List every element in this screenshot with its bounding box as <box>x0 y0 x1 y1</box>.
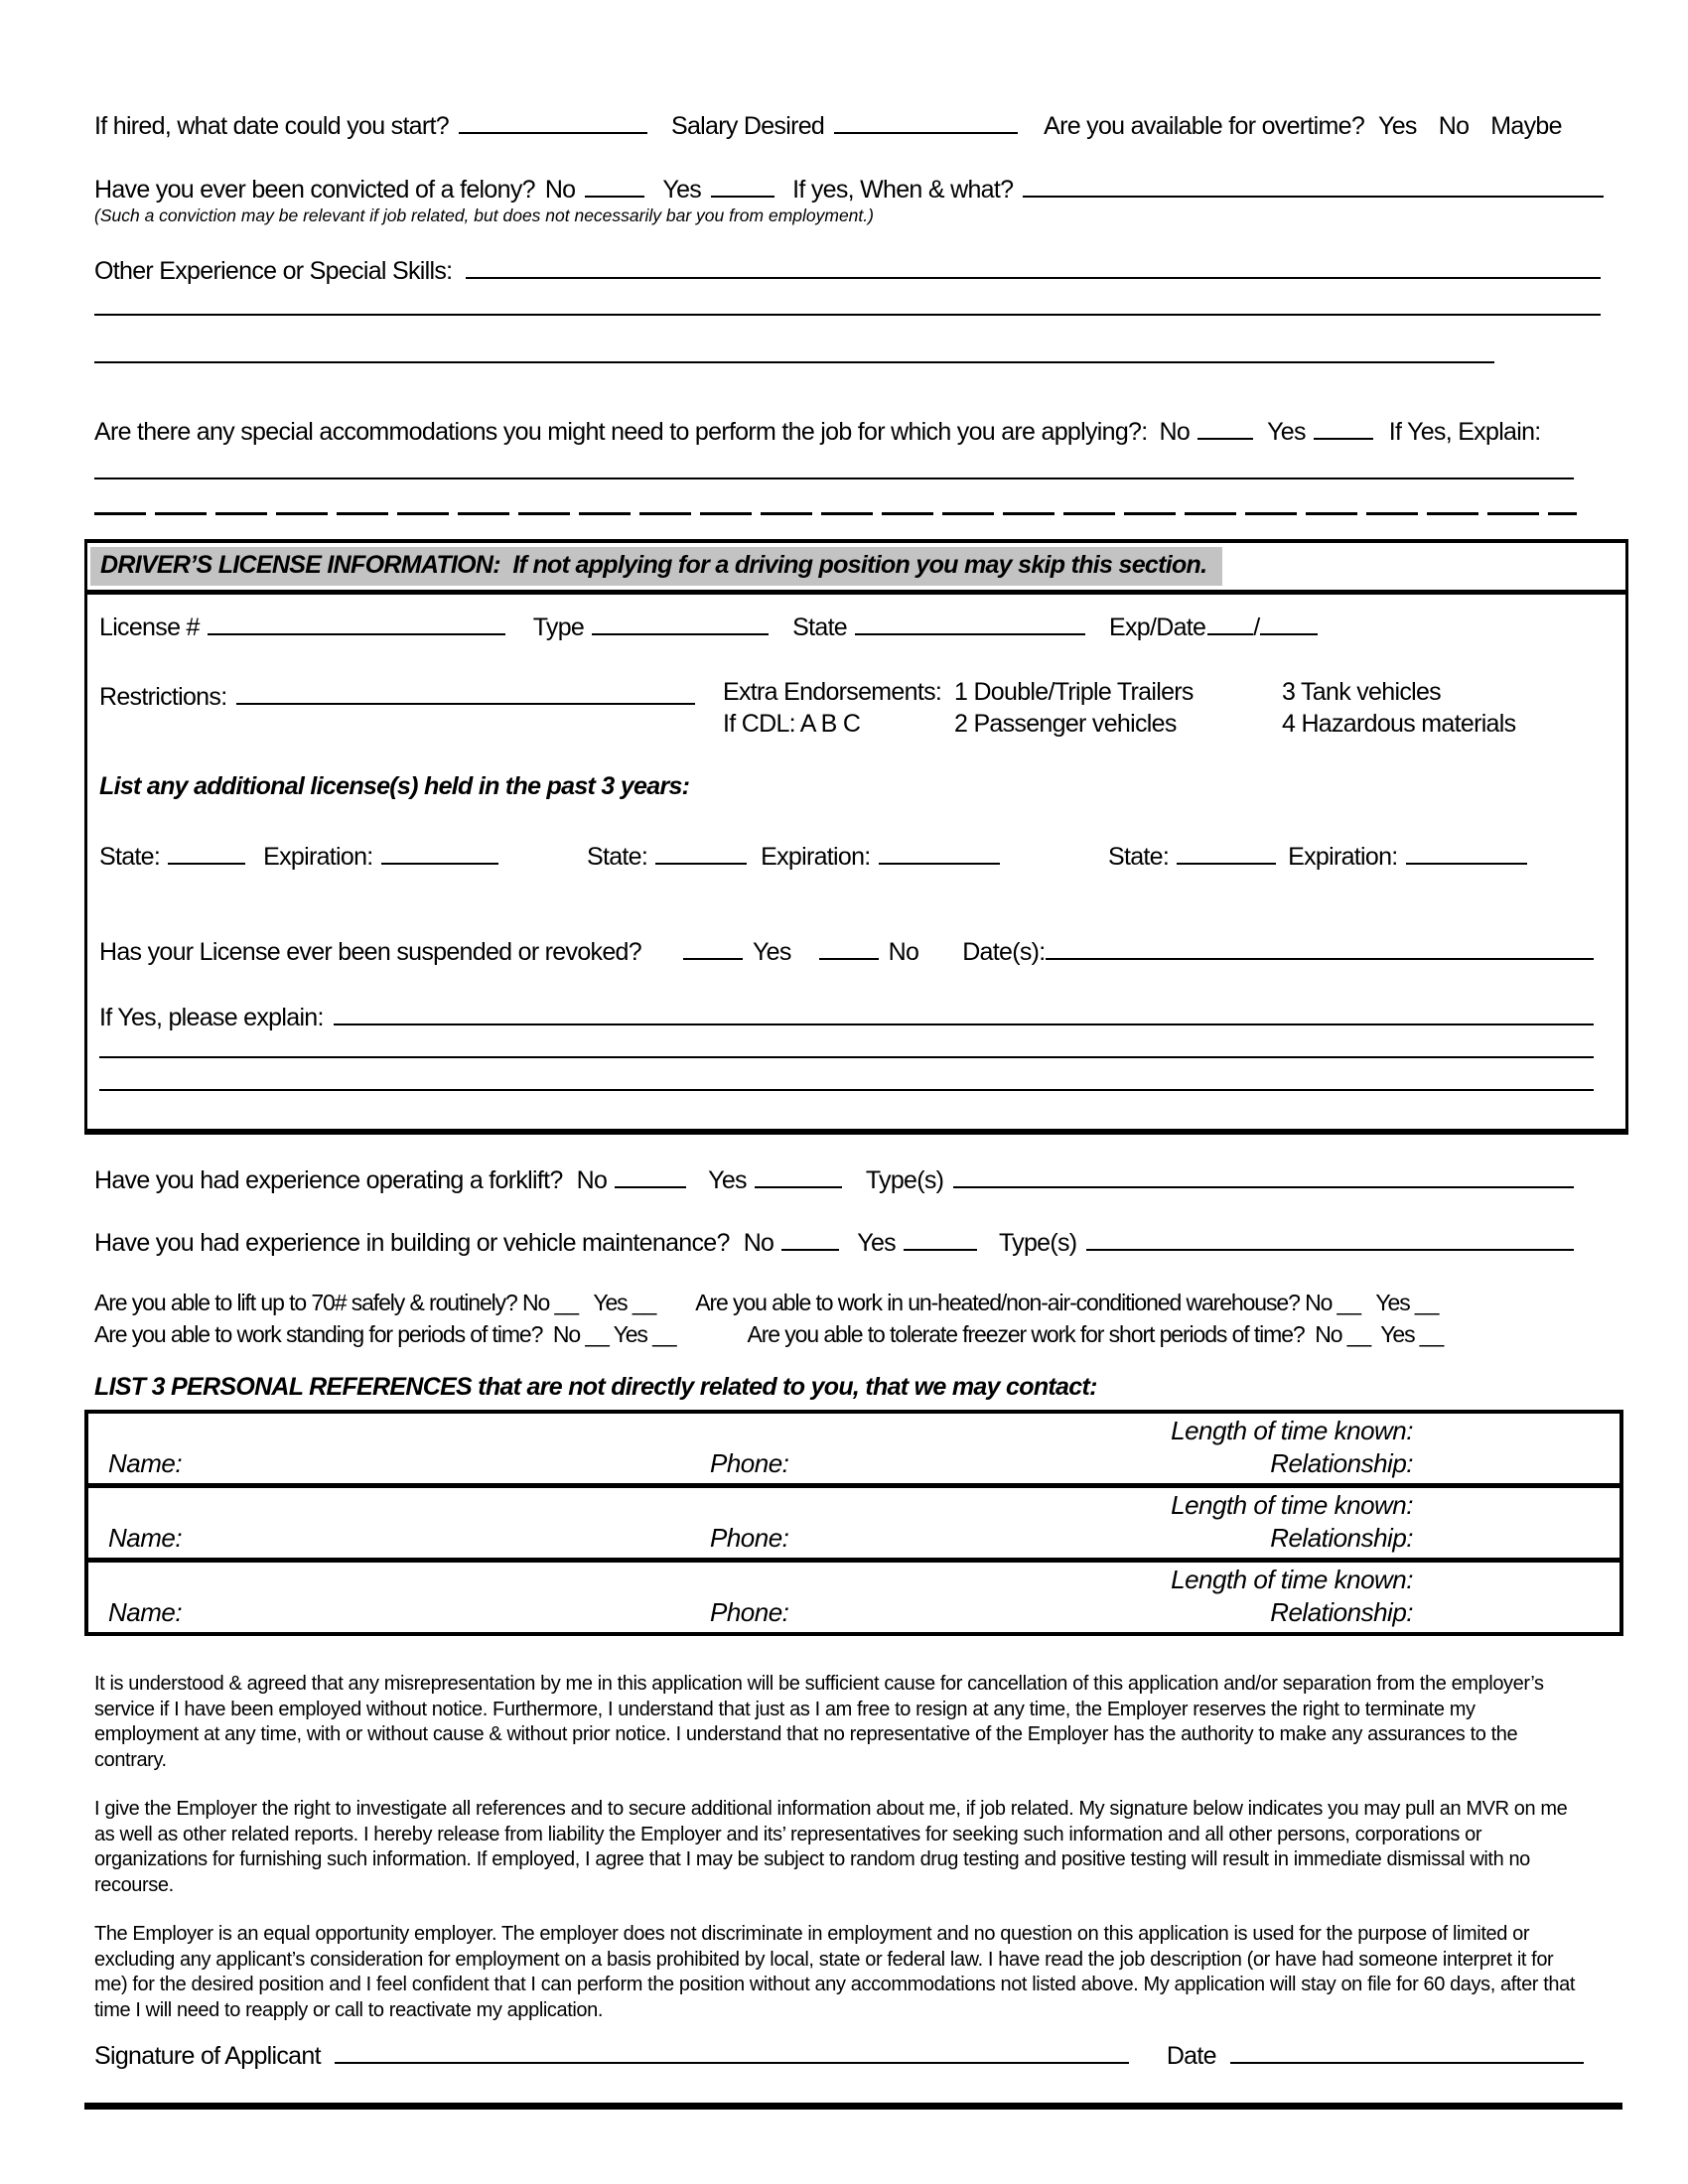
skills-question: Other Experience or Special Skills: <box>94 257 453 285</box>
felony-question: Have you ever been convicted of a felony? <box>94 176 535 204</box>
addl-state-blank-3[interactable] <box>1177 838 1276 865</box>
references-table <box>84 1410 1623 1636</box>
addl-expiration-blank-1[interactable] <box>381 838 498 865</box>
felony-when-blank[interactable] <box>1023 171 1604 198</box>
legal-disclaimers <box>94 1672 1584 2047</box>
license-expdate-slash: / <box>1253 614 1260 641</box>
license-type-label: Type <box>532 614 585 641</box>
addl-state-label-1: State: <box>99 843 161 871</box>
forklift-no-blank[interactable] <box>615 1161 686 1188</box>
forklift-no-label: No <box>576 1166 608 1194</box>
reference-3-phone-label: Phone: <box>710 1597 789 1627</box>
warehouse-question[interactable]: Are you able to work in un-heated/non-air-conditioned warehouse? No __ Yes __ <box>695 1290 1439 1315</box>
salary-desired-label: Salary Desired <box>670 112 825 140</box>
license-number-blank[interactable] <box>208 609 505 635</box>
maintenance-question: Have you had experience in building or vehicle maintenance? <box>94 1229 730 1257</box>
reference-row-2[interactable] <box>88 1488 1619 1563</box>
additional-license-3 <box>1108 838 1527 872</box>
felony-note: (Such a conviction may be relevant if job related, but does not necessarily bar you from employment.) <box>94 205 874 225</box>
overtime-option-no[interactable]: No <box>1438 112 1470 140</box>
felony-no-label: No <box>544 176 576 204</box>
license-expdate-label: Exp/Date <box>1109 614 1206 641</box>
skills-continuation-line-2[interactable] <box>94 361 1494 363</box>
skills-continuation-line-1[interactable] <box>94 314 1601 316</box>
date-label: Date <box>1166 2042 1216 2070</box>
overtime-question: Are you available for overtime? <box>1044 112 1365 140</box>
addl-expiration-label-1: Expiration: <box>263 843 373 871</box>
reference-2-length-label: Length of time known: <box>1171 1490 1413 1520</box>
felony-yes-blank[interactable] <box>711 171 774 198</box>
license-expdate-year-blank[interactable] <box>1260 609 1318 635</box>
drivers-license-header-row <box>87 543 1625 595</box>
endorsement-passenger-vehicles: 2 Passenger vehicles <box>954 710 1177 738</box>
accommodations-no-label: No <box>1159 418 1191 446</box>
accommodations-question: Are there any special accommodations you might need to perform the job for which you are applying?: <box>94 418 1148 446</box>
additional-licenses-title: List any additional license(s) held in the past 3 years: <box>99 772 690 800</box>
signature-label: Signature of Applicant <box>94 2042 321 2070</box>
forklift-types-blank[interactable] <box>953 1161 1574 1188</box>
reference-3-relationship-label: Relationship: <box>1270 1597 1413 1627</box>
freezer-question[interactable]: Are you able to tolerate freezer work for short periods of time? No __ Yes __ <box>747 1321 1444 1347</box>
lift-question[interactable]: Are you able to lift up to 70# safely & routinely? No __ Yes __ <box>94 1290 656 1315</box>
date-blank[interactable] <box>1230 2037 1584 2064</box>
license-state-label: State <box>792 614 848 641</box>
additional-license-1 <box>99 838 498 872</box>
addl-state-label-2: State: <box>587 843 648 871</box>
maintenance-no-label: No <box>743 1229 774 1257</box>
reference-1-length-label: Length of time known: <box>1171 1416 1413 1445</box>
license-number-row <box>99 609 1479 642</box>
addl-state-label-3: State: <box>1108 843 1170 871</box>
lift-warehouse-row <box>94 1290 1438 1316</box>
references-title: LIST 3 PERSONAL REFERENCES that are not directly related to you, that we may contact: <box>94 1373 1097 1401</box>
felony-yes-label: Yes <box>662 176 702 204</box>
restrictions-label: Restrictions: <box>99 683 227 711</box>
license-explain-line-3[interactable] <box>99 1089 1594 1091</box>
reference-1-phone-label: Phone: <box>710 1448 789 1478</box>
accommodations-line-2-dashed[interactable] <box>94 512 1577 515</box>
skills-row <box>94 252 1601 286</box>
addl-state-blank-2[interactable] <box>655 838 747 865</box>
suspended-yes-label: Yes <box>752 938 791 966</box>
endorsement-double-triple-trailers: 1 Double/Triple Trailers <box>954 678 1194 706</box>
maintenance-types-blank[interactable] <box>1086 1224 1574 1251</box>
license-number-label: License # <box>99 614 200 641</box>
legal-paragraph-1: It is understood & agreed that any misrepresentation by me in this application will be sufficient cause for cancellation of this application and/or separation from the employer’s service if I have been employed without notice. Furthermore, I understand that just as I am free to resign at any time, the Employer reserves the right to terminate my employment at any time, with or without cause & without prior notice. I understand that no representative of the Employer has the authority to make any assurances to the contrary. <box>94 1673 1544 1771</box>
suspended-yes-blank[interactable] <box>683 933 743 960</box>
salary-desired-blank[interactable] <box>834 107 1018 134</box>
if-cdl-label: If CDL: A B C <box>723 710 861 738</box>
bottom-rule <box>84 2103 1622 2110</box>
suspended-row <box>99 933 1594 967</box>
felony-no-blank[interactable] <box>585 171 644 198</box>
reference-2-name-label: Name: <box>108 1523 183 1553</box>
license-explain-line-2[interactable] <box>99 1056 1594 1058</box>
reference-1-name-label: Name: <box>108 1448 183 1478</box>
maintenance-types-label: Type(s) <box>998 1229 1077 1257</box>
skills-blank[interactable] <box>466 252 1601 279</box>
drivers-license-header: DRIVER’S LICENSE INFORMATION: If not applying for a driving position you may skip this section. <box>90 547 1222 586</box>
addl-expiration-blank-3[interactable] <box>1406 838 1527 865</box>
addl-expiration-label-3: Expiration: <box>1288 843 1398 871</box>
suspended-dates-label: Date(s): <box>962 938 1046 966</box>
accommodations-yes-label: Yes <box>1267 418 1306 446</box>
maintenance-yes-label: Yes <box>857 1229 896 1257</box>
addl-expiration-label-2: Expiration: <box>761 843 871 871</box>
overtime-option-maybe[interactable]: Maybe <box>1490 112 1562 140</box>
reference-3-length-label: Length of time known: <box>1171 1565 1413 1594</box>
reference-2-phone-label: Phone: <box>710 1523 789 1553</box>
standing-freezer-row <box>94 1321 1443 1348</box>
forklift-question: Have you had experience operating a forklift? <box>94 1166 563 1194</box>
reference-row-1[interactable] <box>88 1414 1619 1488</box>
addl-expiration-blank-2[interactable] <box>879 838 1000 865</box>
felony-row <box>94 171 1604 205</box>
legal-paragraph-3: The Employer is an equal opportunity employer. The employer does not discriminate in employment and no question on this application is used for the purpose of limited or excluding any applicant’s consideration for employment on a basis prohibited by local, state or federal law. I have read the job description (or have had someone interpret it for me) for the desired position and I feel confident that I can perform the position without any accommodations not listed above. My application will stay on file for 60 days, after that time I will need to reapply or call to reactivate my application. <box>94 1923 1575 2021</box>
maintenance-row <box>94 1224 1574 1258</box>
signature-blank[interactable] <box>335 2037 1129 2064</box>
forklift-yes-blank[interactable] <box>755 1161 842 1188</box>
reference-1-relationship-label: Relationship: <box>1270 1448 1413 1478</box>
license-explain-blank[interactable] <box>334 999 1594 1025</box>
forklift-yes-label: Yes <box>708 1166 747 1194</box>
addl-state-blank-1[interactable] <box>168 838 245 865</box>
accommodations-yes-blank[interactable] <box>1314 413 1373 440</box>
suspended-dates-blank[interactable] <box>1046 933 1595 960</box>
forklift-types-label: Type(s) <box>865 1166 944 1194</box>
license-state-blank[interactable] <box>855 609 1085 635</box>
drivers-license-section <box>84 539 1628 1135</box>
endorsement-tank-vehicles: 3 Tank vehicles <box>1282 678 1441 706</box>
start-date-blank[interactable] <box>459 107 647 134</box>
license-type-blank[interactable] <box>592 609 769 635</box>
accommodations-line-1[interactable] <box>94 478 1574 479</box>
reference-2-relationship-label: Relationship: <box>1270 1523 1413 1553</box>
forklift-row <box>94 1161 1574 1195</box>
start-date-question: If hired, what date could you start? <box>94 112 449 140</box>
maintenance-yes-blank[interactable] <box>904 1224 977 1251</box>
accommodations-row <box>94 413 1554 447</box>
standing-question[interactable]: Are you able to work standing for periods of time? No __ Yes __ <box>94 1321 676 1347</box>
accommodations-explain-label: If Yes, Explain: <box>1388 418 1541 446</box>
endorsement-hazardous-materials: 4 Hazardous materials <box>1282 710 1516 738</box>
signature-row <box>94 2037 1584 2071</box>
license-expdate-month-blank[interactable] <box>1207 609 1253 635</box>
suspended-no-label: No <box>888 938 919 966</box>
license-explain-label: If Yes, please explain: <box>99 1004 324 1031</box>
reference-row-3[interactable] <box>88 1563 1619 1632</box>
legal-paragraph-2: I give the Employer the right to investigate all references and to secure additional information about me, if job related. My signature below indicates you may pull an MVR on me as well as other related reports. I hereby release from liability the Employer and its’ representatives for seeking such information and all other persons, corporations or organizations for furnishing such information. If employed, I agree that I may be subject to random drug testing and positive testing will result in immediate dismissal with no recourse. <box>94 1798 1568 1896</box>
suspended-question: Has your License ever been suspended or revoked? <box>99 938 641 966</box>
overtime-option-yes[interactable]: Yes <box>1378 112 1417 140</box>
maintenance-no-blank[interactable] <box>781 1224 839 1251</box>
start-salary-overtime-row <box>94 107 1584 141</box>
restrictions-blank[interactable] <box>236 678 695 705</box>
accommodations-no-blank[interactable] <box>1197 413 1253 440</box>
extra-endorsements-label: Extra Endorsements: <box>723 678 942 706</box>
additional-license-2 <box>587 838 1000 872</box>
suspended-no-blank[interactable] <box>819 933 879 960</box>
license-explain-row <box>99 999 1594 1032</box>
reference-3-name-label: Name: <box>108 1597 183 1627</box>
felony-when-question: If yes, When & what? <box>792 176 1014 204</box>
restrictions-row <box>99 678 695 712</box>
